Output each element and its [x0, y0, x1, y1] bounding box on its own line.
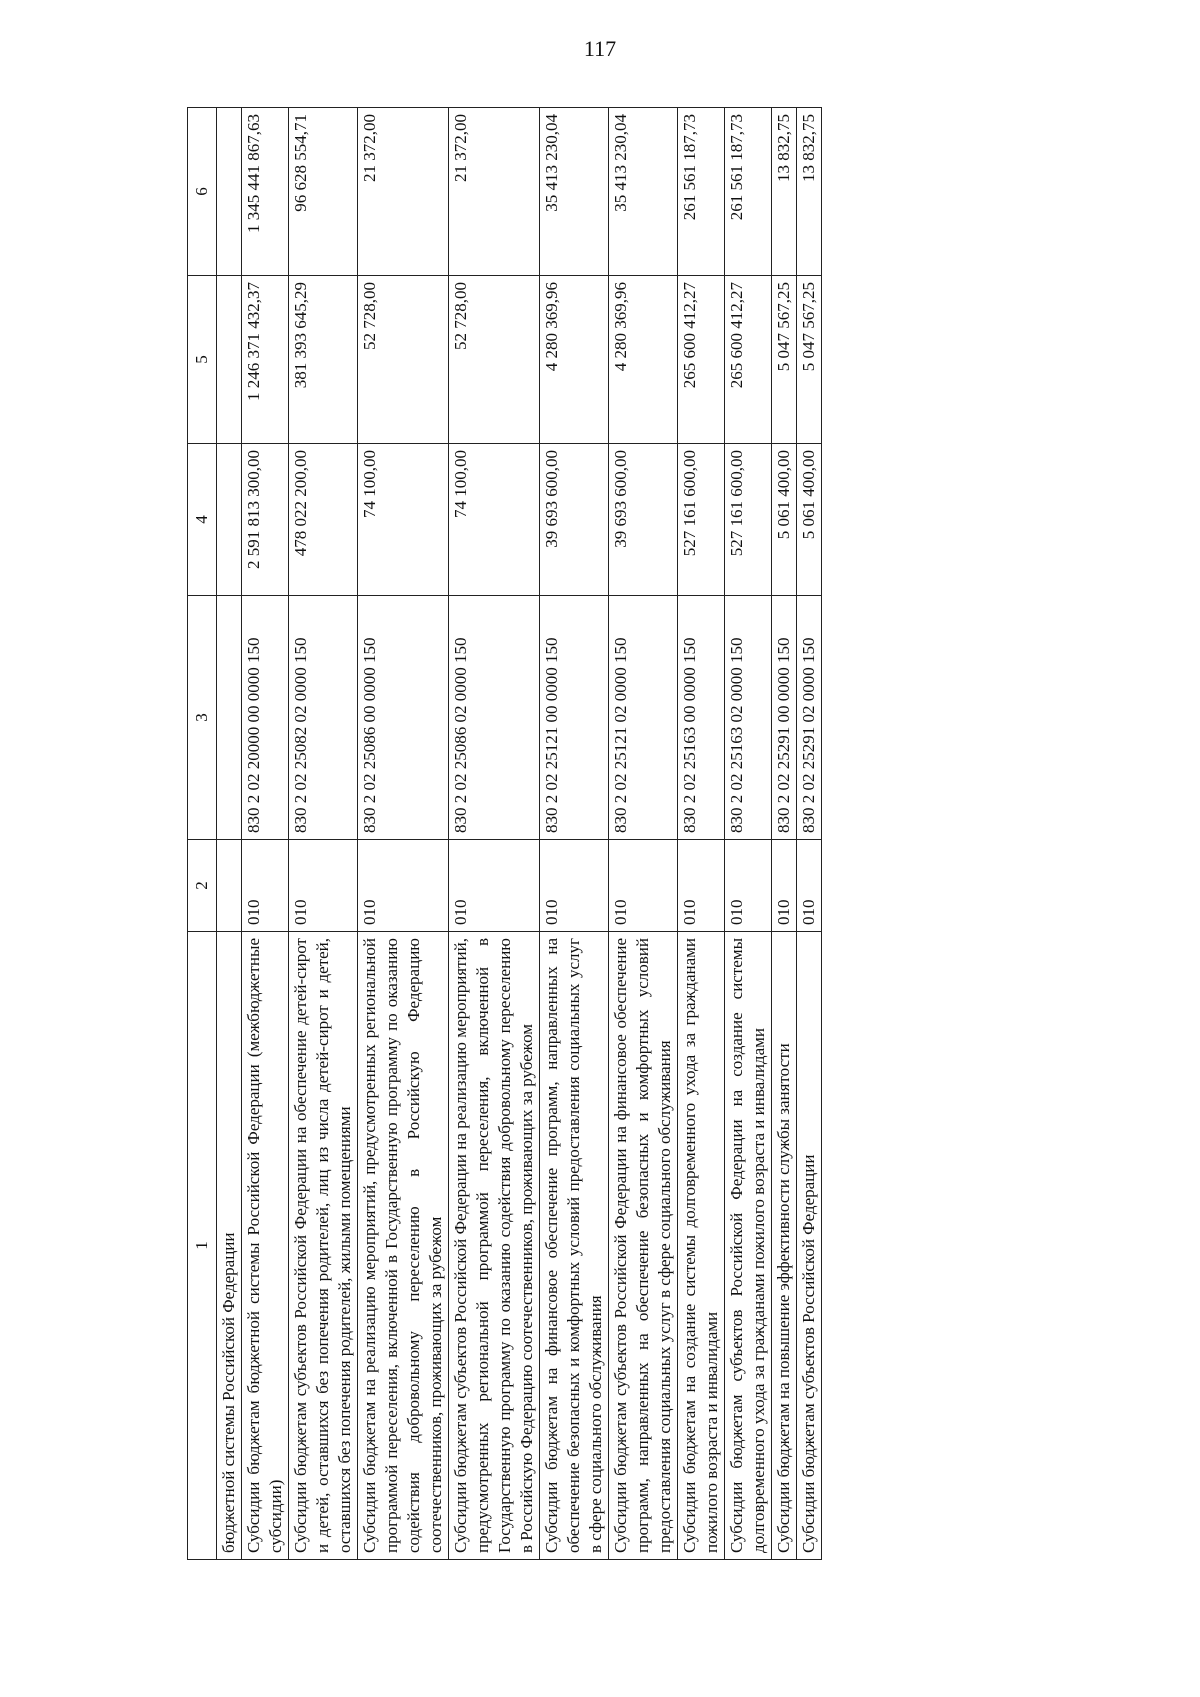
row-amount-executed: 4 280 369,96	[609, 276, 678, 444]
row-amount-remaining: 261 561 187,73	[725, 108, 772, 276]
rotated-table-wrapper	[187, 108, 1047, 1560]
row-code: 010	[358, 840, 449, 932]
row-desc: Субсидии бюджетам субъектов Российской Федерации на создание системы долговременного ухода за гражданами пожилого возраста и инвалидами	[725, 932, 772, 1560]
budget-table	[187, 107, 822, 1560]
row-amount-planned: 5 061 400,00	[772, 444, 797, 596]
row-cell	[217, 596, 242, 840]
col-header-2: 2	[188, 840, 217, 932]
row-amount-planned: 74 100,00	[358, 444, 449, 596]
table-row	[540, 108, 609, 1560]
row-code: 010	[678, 840, 725, 932]
row-amount-planned: 5 061 400,00	[797, 444, 822, 596]
row-amount-executed: 52 728,00	[358, 276, 449, 444]
row-code: 010	[540, 840, 609, 932]
row-cell	[217, 444, 242, 596]
header-row	[188, 108, 217, 1560]
row-amount-planned: 527 161 600,00	[678, 444, 725, 596]
row-code: 010	[449, 840, 540, 932]
row-amount-remaining: 13 832,75	[772, 108, 797, 276]
row-amount-executed: 5 047 567,25	[772, 276, 797, 444]
row-kbk: 830 2 02 25121 00 0000 150	[540, 596, 609, 840]
row-amount-executed: 381 393 645,29	[289, 276, 358, 444]
row-code: 010	[725, 840, 772, 932]
row-amount-planned: 39 693 600,00	[540, 444, 609, 596]
row-cell	[217, 108, 242, 276]
row-desc: бюджетной системы Российской Федерации	[217, 932, 242, 1560]
row-kbk: 830 2 02 25086 02 0000 150	[449, 596, 540, 840]
page-number: 117	[583, 36, 617, 61]
row-kbk: 830 2 02 25163 00 0000 150	[678, 596, 725, 840]
table-row	[217, 108, 242, 1560]
row-desc: Субсидии бюджетам на создание системы долговременного ухода за гражданами пожилого возраста и инвалидами	[678, 932, 725, 1560]
row-cell	[217, 276, 242, 444]
table-row	[725, 108, 772, 1560]
row-amount-planned: 39 693 600,00	[609, 444, 678, 596]
row-desc: Субсидии бюджетам субъектов Российской Федерации	[797, 932, 822, 1560]
row-amount-planned: 478 022 200,00	[289, 444, 358, 596]
row-amount-executed: 5 047 567,25	[797, 276, 822, 444]
col-header-1: 1	[188, 932, 217, 1560]
row-amount-executed: 4 280 369,96	[540, 276, 609, 444]
row-desc: Субсидии бюджетам на повышение эффективности службы занятости	[772, 932, 797, 1560]
row-amount-remaining: 261 561 187,73	[678, 108, 725, 276]
table-row	[772, 108, 797, 1560]
row-amount-remaining: 21 372,00	[449, 108, 540, 276]
row-amount-remaining: 96 628 554,71	[289, 108, 358, 276]
row-amount-remaining: 35 413 230,04	[540, 108, 609, 276]
table-row	[797, 108, 822, 1560]
row-kbk: 830 2 02 20000 00 0000 150	[242, 596, 289, 840]
row-code: 010	[609, 840, 678, 932]
row-amount-planned: 2 591 813 300,00	[242, 444, 289, 596]
table-row	[358, 108, 449, 1560]
row-code: 010	[797, 840, 822, 932]
row-desc: Субсидии бюджетам субъектов Российской Федерации на обеспечение детей-сирот и детей, оставшихся без попечения родителей, лиц из числа детей-сирот и детей, оставшихся без попечения родителей, жилыми помещениями	[289, 932, 358, 1560]
row-desc: Субсидии бюджетам субъектов Российской Федерации на финансовое обеспечение программ, направленных на обеспечение безопасных и комфортных условий предоставления социальных услуг в сфере социального обслуживания	[609, 932, 678, 1560]
row-amount-remaining: 1 345 441 867,63	[242, 108, 289, 276]
row-amount-executed: 1 246 371 432,37	[242, 276, 289, 444]
table-row	[609, 108, 678, 1560]
col-header-3: 3	[188, 596, 217, 840]
row-kbk: 830 2 02 25086 00 0000 150	[358, 596, 449, 840]
row-kbk: 830 2 02 25082 02 0000 150	[289, 596, 358, 840]
row-amount-executed: 265 600 412,27	[678, 276, 725, 444]
row-desc: Субсидии бюджетам бюджетной системы Российской Федерации (межбюджетные субсидии)	[242, 932, 289, 1560]
row-kbk: 830 2 02 25291 02 0000 150	[797, 596, 822, 840]
row-amount-remaining: 21 372,00	[358, 108, 449, 276]
row-amount-executed: 265 600 412,27	[725, 276, 772, 444]
row-amount-planned: 74 100,00	[449, 444, 540, 596]
row-kbk: 830 2 02 25121 02 0000 150	[609, 596, 678, 840]
row-amount-planned: 527 161 600,00	[725, 444, 772, 596]
row-code: 010	[289, 840, 358, 932]
col-header-6: 6	[188, 108, 217, 276]
row-amount-remaining: 13 832,75	[797, 108, 822, 276]
col-header-5: 5	[188, 276, 217, 444]
row-desc: Субсидии бюджетам на реализацию мероприятий, предусмотренных региональной программой переселения, включенной в Государственную программу по оказанию содействия добровольному переселению в Российскую Федерацию соотечественников, проживающих за рубежом	[358, 932, 449, 1560]
row-code: 010	[242, 840, 289, 932]
table-row	[289, 108, 358, 1560]
row-cell	[217, 840, 242, 932]
row-amount-executed: 52 728,00	[449, 276, 540, 444]
row-desc: Субсидии бюджетам субъектов Российской Федерации на реализацию мероприятий, предусмотренных региональной программой переселения, включенной в Государственную программу по оказанию содействия добровольному переселению в Российскую Федерацию соотечественников, проживающих за рубежом	[449, 932, 540, 1560]
row-code: 010	[772, 840, 797, 932]
table-row	[242, 108, 289, 1560]
row-desc: Субсидии бюджетам на финансовое обеспечение программ, направленных на обеспечение безопасных и комфортных условий предоставления социальных услуг в сфере социального обслуживания	[540, 932, 609, 1560]
table-row	[449, 108, 540, 1560]
row-kbk: 830 2 02 25163 02 0000 150	[725, 596, 772, 840]
col-header-4: 4	[188, 444, 217, 596]
table-row	[678, 108, 725, 1560]
row-kbk: 830 2 02 25291 00 0000 150	[772, 596, 797, 840]
row-amount-remaining: 35 413 230,04	[609, 108, 678, 276]
